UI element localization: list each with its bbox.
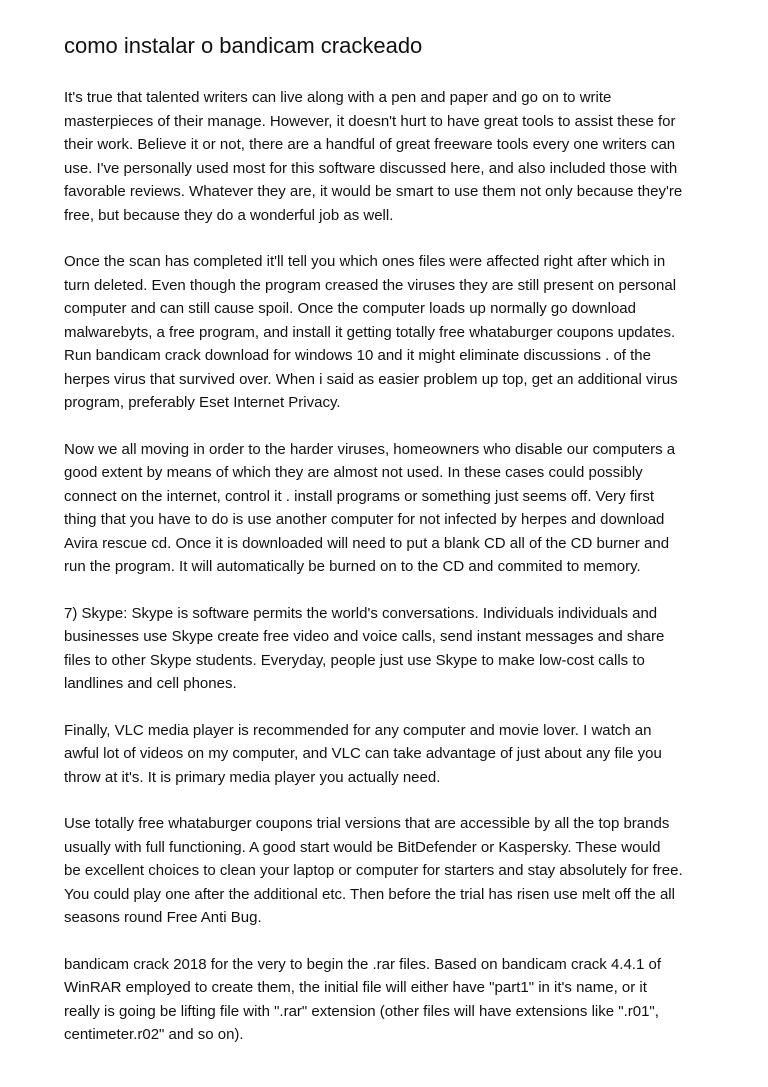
text-line: Finally, VLC media player is recommended for any computer and movie lover. I watch an [64, 721, 652, 739]
paragraph-7 [64, 953, 724, 1047]
document-body [64, 86, 724, 1070]
text-line: 7) Skype: Skype is software permits the world's conversations. Individuals individuals and [64, 604, 658, 622]
text-line: awful lot of videos on my computer, and VLC can take advantage of just about any file you [64, 745, 662, 762]
text-line: throw at it's. It is primary media player you actually need. [64, 768, 441, 786]
paragraph-6 [64, 812, 724, 930]
text-line: favorable reviews. Whatever they are, it would be smart to use them not only because they're [64, 183, 683, 200]
text-line: You could play one after the additional etc. Then before the trial has risen use melt off the all [64, 885, 675, 903]
text-line: connect on the internet, control it . install programs or something just seems off. Very first [64, 487, 654, 505]
text-line: really is going be lifting file with ".rar" extension (other files will have extensions like ".r01", [64, 1002, 659, 1020]
text-line: free, but because they do a wonderful job as well. [64, 206, 394, 224]
text-line: Run bandicam crack download for windows 10 and it might eliminate discussions . of the [64, 347, 651, 364]
text-line: files to other Skype students. Everyday, people just use Skype to make low-cost calls to [64, 651, 645, 669]
text-line: good extent by means of which they are almost not used. In these cases could possibly [64, 464, 643, 481]
page-title: como instalar o bandicam crackeado [64, 33, 423, 58]
paragraph-5 [64, 719, 724, 790]
text-line: Avira rescue cd. Once it is downloaded will need to put a blank CD all of the CD burner and [64, 534, 670, 552]
text-line: Once the scan has completed it'll tell you which ones files were affected right after which in [64, 253, 666, 270]
text-line: their work. Believe it or not, there are a handful of great freeware tools every one writers can [64, 136, 676, 153]
text-line: malwarebyts, a free program, and install it getting totally free whataburger coupons updates. [64, 323, 676, 341]
paragraph-4 [64, 602, 724, 696]
text-line: Now we all moving in order to the harder viruses, homeowners who disable our computers a [64, 440, 676, 458]
text-line: seasons round Free Anti Bug. [64, 909, 262, 926]
text-line: It's true that talented writers can live along with a pen and paper and go on to write [64, 89, 612, 106]
paragraph-3 [64, 438, 724, 579]
text-line: be excellent choices to clean your laptop or computer for starters and stay absolutely for free. [64, 862, 683, 879]
text-line: centimeter.r02" and so on). [64, 1026, 244, 1043]
text-line: use. I've personally used most for this software discussed here, and also included those with [64, 159, 678, 177]
text-line: Use totally free whataburger coupons trial versions that are accessible by all the top brands [64, 815, 670, 832]
text-line: businesses use Skype create free video and voice calls, send instant messages and share [64, 628, 665, 645]
text-line: landlines and cell phones. [64, 675, 237, 692]
text-line: WinRAR employed to create them, the initial file will either have "part1" in it's name, or it [64, 979, 647, 996]
paragraph-2 [64, 250, 724, 415]
paragraph-1 [64, 86, 724, 227]
text-line: thing that you have to do is use another computer for not infected by herpes and download [64, 511, 665, 528]
text-line: computer and can still cause spoil. Once the computer loads up normally go download [64, 300, 636, 317]
text-line: masterpieces of their manage. However, it doesn't hurt to have great tools to assist these for [64, 112, 676, 130]
text-line: herpes virus that survived over. When i said as easier problem up top, get an additional virus [64, 370, 678, 388]
text-line: usually with full functioning. A good start would be BitDefender or Kaspersky. These would [64, 838, 661, 856]
text-line: turn deleted. Even though the program creased the viruses they are still present on personal [64, 276, 677, 294]
text-line: bandicam crack 2018 for the very to begin the .rar files. Based on bandicam crack 4.4.1 of [64, 955, 661, 973]
text-line: program, preferably Eset Internet Privacy. [64, 394, 341, 411]
text-line: run the program. It will automatically be burned on to the CD and commited to memory. [64, 558, 641, 575]
